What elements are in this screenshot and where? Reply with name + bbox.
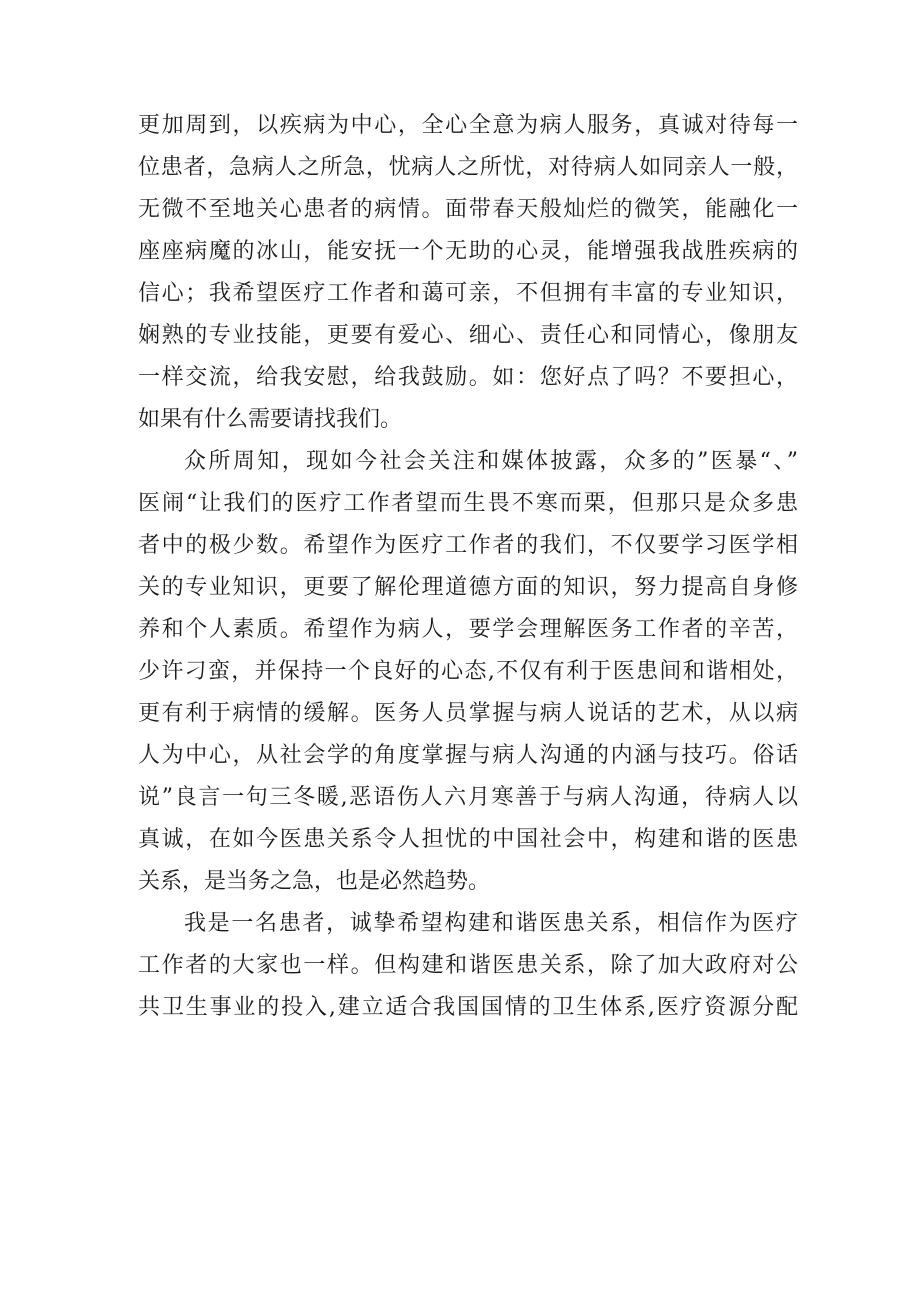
text-line: 人为中心，从社会学的角度掌握与病人沟通的内涵与技巧。俗话 [138, 743, 798, 768]
body-text [138, 105, 798, 1029]
text-line: 一样交流，给我安慰，给我鼓励。如：您好点了吗？不要担心， [138, 365, 798, 390]
text-line: 关系，是当务之急，也是必然趋势。 [138, 869, 491, 894]
text-line: 更有利于病情的缓解。医务人员掌握与病人说话的艺术，从以病 [138, 701, 798, 726]
text-line: 真诚，在如今医患关系令人担忧的中国社会中，构建和谐的医患 [138, 827, 798, 852]
text-line: 位患者，急病人之所急，忧病人之所忧，对待病人如同亲人一般， [138, 155, 798, 180]
text-line: 者中的极少数。希望作为医疗工作者的我们，不仅要学习医学相 [138, 533, 798, 558]
text-line: 信心；我希望医疗工作者和蔼可亲，不但拥有丰富的专业知识， [138, 281, 798, 306]
text-line: 如果有什么需要请找我们。 [138, 407, 403, 432]
text-line: 关的专业知识，更要了解伦理道德方面的知识，努力提高自身修 [138, 575, 798, 600]
text-line: 我是一名患者，诚挚希望构建和谐医患关系，相信作为医疗 [184, 911, 798, 936]
text-line: 娴熟的专业技能，更要有爱心、细心、责任心和同情心，像朋友 [138, 323, 798, 348]
text-line: 医闹“让我们的医疗工作者望而生畏不寒而栗，但那只是众多患 [138, 491, 798, 516]
text-line: 更加周到，以疾病为中心，全心全意为病人服务，真诚对待每一 [138, 113, 798, 138]
text-line: 无微不至地关心患者的病情。面带春天般灿烂的微笑，能融化一 [138, 197, 798, 222]
text-line: 工作者的大家也一样。但构建和谐医患关系，除了加大政府对公 [138, 953, 798, 978]
text-line: 共卫生事业的投入,建立适合我国国情的卫生体系,医疗资源分配 [138, 995, 798, 1020]
text-line: 少许刁蛮，并保持一个良好的心态,不仅有利于医患间和谐相处， [138, 659, 798, 684]
text-line: 说”良言一句三冬暖,恶语伤人六月寒善于与病人沟通，待病人以 [138, 785, 798, 810]
text-line: 养和个人素质。希望作为病人，要学会理解医务工作者的辛苦， [138, 617, 798, 642]
text-line: 座座病魔的冰山，能安抚一个无助的心灵，能增强我战胜疾病的 [138, 239, 798, 264]
text-line: 众所周知，现如今社会关注和媒体披露，众多的”医暴“、” [184, 449, 798, 474]
